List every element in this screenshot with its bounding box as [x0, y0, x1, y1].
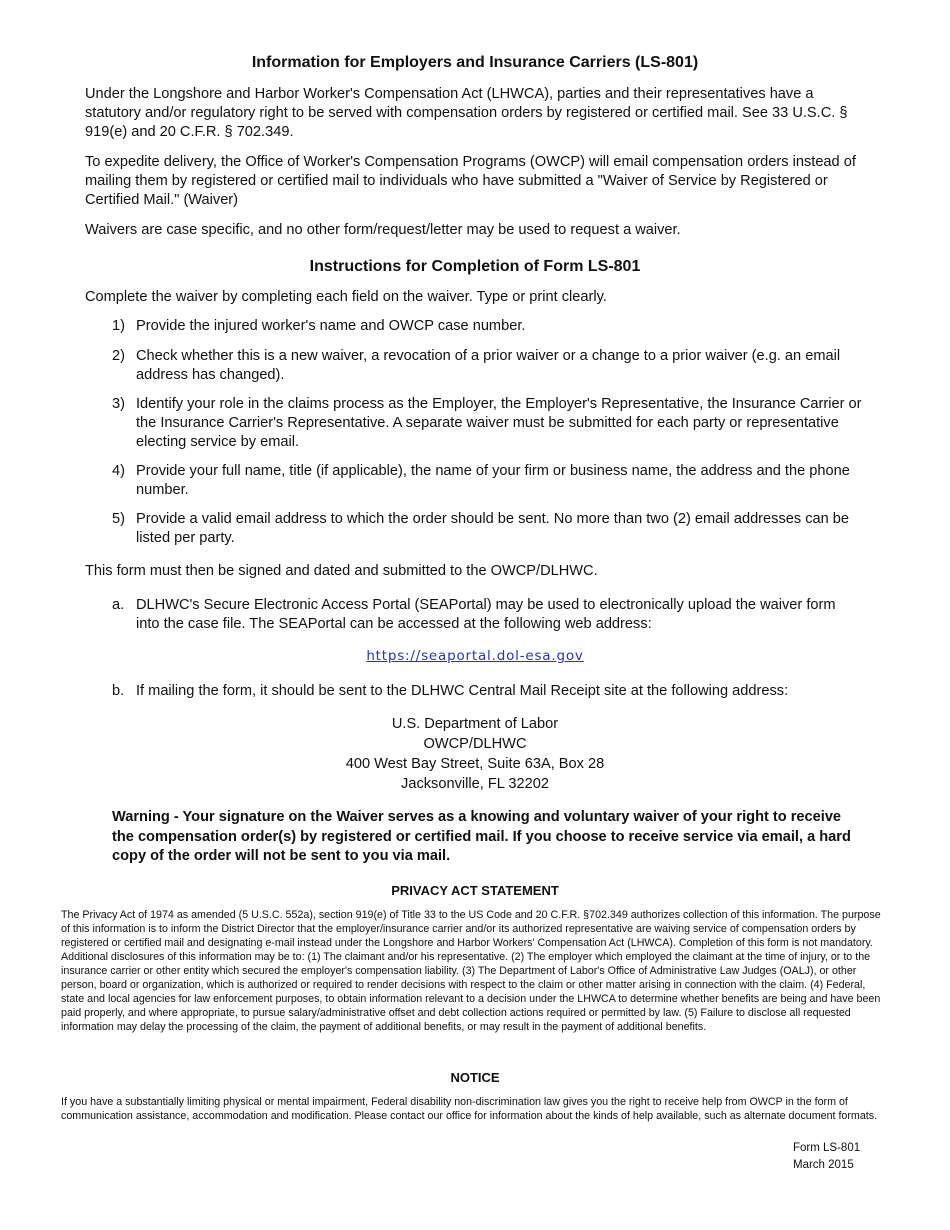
intro-paragraph-1: Under the Longshore and Harbor Worker's Compensation Act (LHWCA), parties and their representatives have a statutory and/or regulatory right to be served with compensation orders by registered or certified mail. See 33 U.S.C. § 919(e) and 20 C.F.R. § 702.349.	[85, 86, 848, 140]
intro-paragraph-3: Waivers are case specific, and no other form/request/letter may be used to request a waiver.	[85, 222, 681, 238]
address-block	[0, 714, 950, 794]
portal-link[interactable]: https://seaportal.dol-esa.gov	[366, 648, 584, 664]
privacy-heading: PRIVACY ACT STATEMENT	[391, 883, 559, 898]
submit-option	[112, 682, 862, 701]
step-text: Check whether this is a new waiver, a revocation of a prior waiver or a change to a prior waiver (e.g. an email address has changed).	[136, 348, 841, 383]
address-line: 400 West Bay Street, Suite 63A, Box 28	[345, 756, 605, 772]
address-line: OWCP/DLHWC	[423, 736, 527, 752]
step-item	[112, 462, 862, 500]
form-date: March 2015	[793, 1159, 854, 1171]
step-number: 2)	[112, 348, 125, 364]
portal-link-wrapper	[0, 648, 950, 664]
submit-option	[112, 596, 862, 634]
instructions-intro: Complete the waiver by completing each field on the waiver. Type or print clearly.	[85, 289, 607, 305]
step-number: 1)	[112, 318, 125, 334]
instructions-title: Instructions for Completion of Form LS-801	[309, 258, 641, 275]
submit-intro: This form must then be signed and dated and submitted to the OWCP/DLHWC.	[85, 563, 598, 579]
step-item	[112, 395, 862, 452]
option-letter: b.	[112, 683, 125, 699]
step-item	[112, 347, 862, 385]
option-text: DLHWC's Secure Electronic Access Portal (SEAPortal) may be used to electronically upload the waiver form into the case file. The SEAPortal can be accessed at the following web address:	[136, 597, 836, 632]
step-text: Provide the injured worker's name and OWCP case number.	[136, 318, 526, 334]
notice-heading: NOTICE	[450, 1070, 500, 1085]
notice-text: If you have a substantially limiting physical or mental impairment, Federal disability non-discrimination law gives you the right to receive help from OWCP in the form of communication assistance, accommodation and modification. Please contact our office for information about the kinds of help available, such as alternate document formats.	[61, 1096, 878, 1122]
step-number: 5)	[112, 511, 125, 527]
privacy-text: The Privacy Act of 1974 as amended (5 U.S.C. 552a), section 919(e) of Title 33 to the US Code and 20 C.F.R. §702.349 authorizes collection of this information. The purpose of this information is to inform the District Director that the employer/insurance carrier and/or its authorized representative are waiving service of compensation orders by registered or certified mail and designating e-mail instead under the Longshore and Harbor Workers' Compensation Act (LHWCA). Completion of this form is not mandatory. Additional disclosures of this information may be to: (1) The claimant and/or his representative. (2) The employer which employed the claimant at the time of injury, or to the insurance carrier or other entity which secured the employer's compensation liability. (3) The Department of Labor's Office of Administrative Law Judges (OALJ), or other person, board or organization, which is authorized or required to render decisions with respect to the claim or other matter arising in connection with the claim. (4) Federal, state and local agencies for law enforcement purposes, to obtain information relevant to a decision under the LHWCA to determine whether benefits are being and have been paid properly, and where appropriate, to pursue salary/administrative offset and debt collection actions required or permitted by law. (5) Failure to disclose all requested information may delay the processing of the claim, the payment of additional benefits, or may result in the payment of additional benefits.	[61, 909, 881, 1033]
warning-statement: Warning - Your signature on the Waiver serves as a knowing and voluntary waiver of your right to receive the compensation order(s) by registered or certified mail. If you choose to receive service via email, a hard copy of the order will not be sent to you via mail.	[112, 809, 851, 864]
page-title: Information for Employers and Insurance Carriers (LS-801)	[251, 54, 699, 71]
step-text: Provide a valid email address to which the order should be sent. No more than two (2) email addresses can be listed per party.	[136, 511, 850, 546]
form-number: Form LS-801	[793, 1142, 861, 1154]
step-number: 3)	[112, 396, 125, 412]
address-line: Jacksonville, FL 32202	[401, 776, 549, 792]
form-footer	[793, 1140, 860, 1174]
step-item	[112, 510, 862, 548]
step-text: Provide your full name, title (if applicable), the name of your firm or business name, the address and the phone number.	[136, 463, 850, 498]
address-line: U.S. Department of Labor	[391, 716, 559, 732]
option-letter: a.	[112, 597, 125, 613]
step-text: Identify your role in the claims process as the Employer, the Employer's Representative, the Insurance Carrier or the Insurance Carrier's Representative. A separate waiver must be submitted for each party or representative electing service by email.	[136, 396, 862, 450]
step-number: 4)	[112, 463, 125, 479]
intro-paragraph-2: To expedite delivery, the Office of Worker's Compensation Programs (OWCP) will email compensation orders instead of mailing them by registered or certified mail to individuals who have submitted a "Waiver of Service by Registered or Certified Mail." (Waiver)	[85, 154, 856, 208]
step-item	[112, 317, 862, 336]
option-text: If mailing the form, it should be sent to the DLHWC Central Mail Receipt site at the following address:	[136, 683, 789, 699]
